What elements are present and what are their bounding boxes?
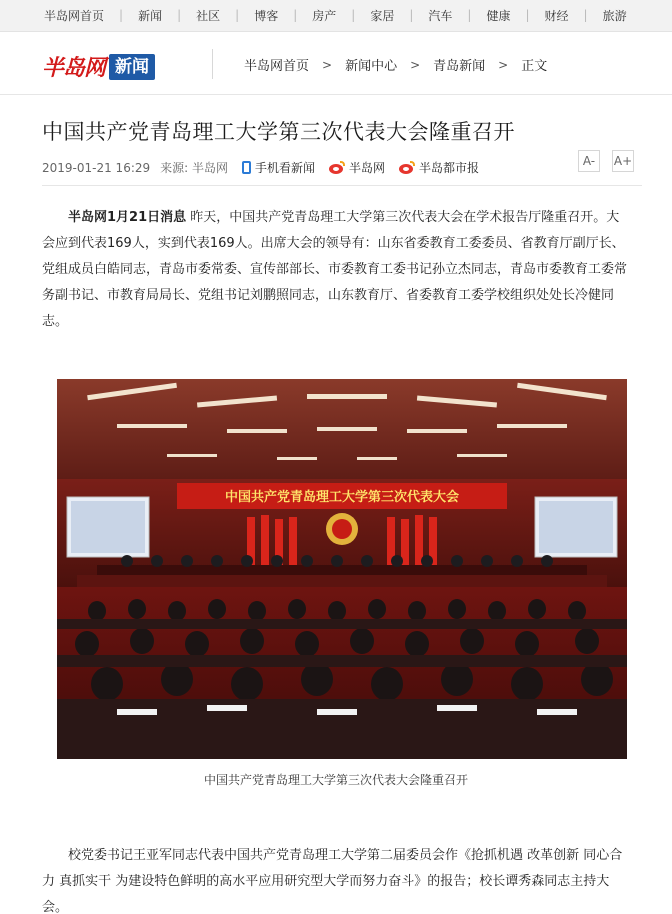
top-navigation — [0, 0, 672, 32]
weibo-bandao-label: 半岛网 — [349, 161, 386, 175]
nav-separator: | — [351, 8, 356, 22]
top-nav-list — [0, 0, 672, 30]
top-nav-link-auto[interactable]: 汽车 — [428, 8, 453, 23]
weibo-icon — [399, 161, 415, 175]
weibo-icon — [329, 161, 345, 175]
chevron-right-icon: > — [322, 57, 333, 72]
weibo-bandao-daily-link[interactable] — [399, 159, 479, 176]
chevron-right-icon: > — [410, 57, 421, 72]
photo-caption: 中国共产党青岛理工大学第三次代表大会隆重召开 — [203, 773, 468, 787]
top-nav-item[interactable] — [254, 7, 312, 24]
nav-separator: | — [583, 8, 588, 22]
breadcrumb — [244, 55, 547, 74]
top-nav-item[interactable] — [603, 7, 627, 24]
hall-banner-text: 中国共产党青岛理工大学第三次代表大会 — [224, 490, 460, 505]
breadcrumb-news-center[interactable]: 新闻中心 — [345, 59, 398, 74]
weibo-bandao-daily-label: 半岛都市报 — [419, 161, 480, 175]
weibo-bandao-link[interactable] — [329, 159, 385, 176]
nav-separator: | — [235, 8, 240, 22]
lead-dateline: 半岛网1月21日消息 — [68, 210, 187, 225]
breadcrumb-home[interactable]: 半岛网首页 — [244, 59, 310, 74]
nav-separator: | — [409, 8, 414, 22]
article-source: 来源: 半岛网 — [160, 161, 228, 175]
font-decrease-button[interactable]: A- — [578, 150, 600, 172]
top-nav-link-house[interactable]: 房产 — [312, 8, 337, 23]
top-nav-item[interactable] — [486, 7, 544, 24]
mobile-news-link[interactable] — [242, 159, 315, 176]
top-nav-link-home[interactable]: 半岛网首页 — [44, 8, 105, 23]
publish-datetime: 2019-01-21 16:29 — [42, 160, 151, 175]
site-logo[interactable] — [42, 51, 155, 82]
top-nav-link-community[interactable]: 社区 — [196, 8, 221, 23]
logo-channel-badge: 新闻 — [109, 54, 155, 80]
top-nav-item[interactable] — [545, 7, 603, 24]
font-increase-button[interactable]: A+ — [612, 150, 634, 172]
font-size-controls — [566, 150, 634, 172]
top-nav-item[interactable] — [138, 7, 196, 24]
logo-wordmark: 半岛网 — [42, 55, 106, 81]
breadcrumb-qingdao-news[interactable]: 青岛新闻 — [433, 59, 486, 74]
top-nav-item[interactable] — [312, 7, 370, 24]
top-nav-item[interactable] — [370, 7, 428, 24]
top-nav-link-blog[interactable]: 博客 — [254, 8, 279, 23]
top-nav-link-finance[interactable]: 财经 — [544, 8, 569, 23]
nav-separator: | — [293, 8, 298, 22]
article-paragraph — [42, 205, 630, 335]
top-nav-link-home-decor[interactable]: 家居 — [370, 8, 395, 23]
mobile-news-label: 手机看新闻 — [255, 161, 316, 175]
top-nav-item[interactable] — [196, 7, 254, 24]
breadcrumb-current: 正文 — [521, 59, 548, 74]
top-nav-link-health[interactable]: 健康 — [486, 8, 511, 23]
header-divider — [212, 49, 213, 79]
mobile-phone-icon — [242, 161, 251, 174]
top-nav-item[interactable] — [428, 7, 486, 24]
top-nav-item[interactable] — [44, 7, 138, 24]
nav-separator: | — [467, 8, 472, 22]
top-nav-link-news[interactable]: 新闻 — [138, 8, 163, 23]
article-photo — [57, 379, 627, 759]
nav-separator: | — [119, 8, 124, 22]
article-paragraph: 校党委书记王亚军同志代表中国共产党青岛理工大学第二届委员会作《抢抓机遇 改革创新 同心合力 真抓实干 为建设特色鲜明的高水平应用研究型大学而努力奋斗》的报告；校长谭秀森同志主持大会。 — [42, 848, 623, 914]
article-title: 中国共产党青岛理工大学第三次代表大会隆重召开 — [42, 120, 515, 144]
article-meta — [42, 150, 642, 186]
site-header — [0, 33, 672, 95]
nav-separator: | — [177, 8, 182, 22]
top-nav-link-travel[interactable]: 旅游 — [602, 8, 627, 23]
chevron-right-icon: > — [498, 57, 509, 72]
paragraph-text: 昨天，中国共产党青岛理工大学第三次代表大会在学术报告厅隆重召开。大会应到代表169人，实到代表169人。出席大会的领导有：山东省委教育工委委员、省教育厅副厅长、党组成员白皓同志，青岛市委常委、宣传部部长、市委教育工委书记孙立杰同志，青岛市委教育工委常务副书记、市教育局局长、党组书记刘鹏照同志，山东教育厅、省委教育工委学校组织处处长冷健同志。 — [42, 210, 628, 329]
nav-separator: | — [525, 8, 530, 22]
